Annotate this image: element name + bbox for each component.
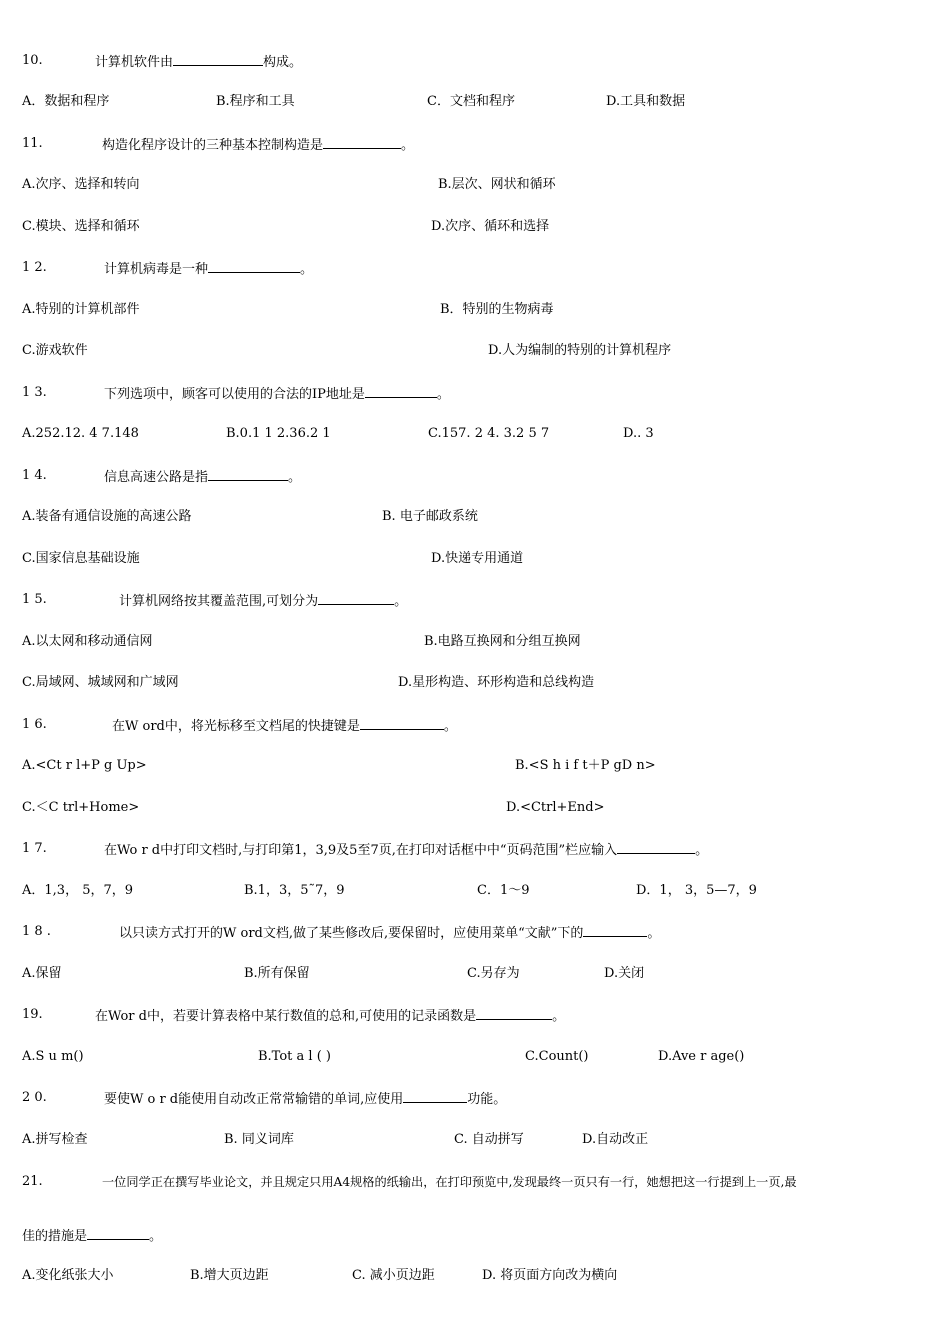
answer-blank — [617, 840, 695, 854]
question-18-stem — [119, 923, 660, 943]
stem-continuation: 佳的措施是 — [22, 1229, 88, 1244]
question-21-stem: 一位同学正在撰写毕业论文，并且规定只用A4规格的纸输出，在打印预览中,发现最终一页只有一行，她想把这一行提到上一页,最 — [102, 1175, 797, 1189]
answer-blank — [208, 259, 300, 273]
stem-after: 构成。 — [263, 55, 303, 70]
option-d: D.快递专用通道 — [431, 551, 524, 566]
option-c: C. 自动拼写 — [454, 1132, 524, 1147]
option-d: D．1， 3，5—7，9 — [636, 883, 757, 898]
stem-after: 。 — [401, 138, 415, 153]
stem-before: 在Wo r d中打印文档时,与打印第1，3,9及5至7页,在打印对话框中中“页码范围”栏应输入 — [104, 843, 618, 858]
question-10-stem — [95, 52, 302, 72]
answer-blank — [360, 716, 444, 730]
option-d: D.关闭 — [604, 966, 645, 981]
option-d: D. 将页面方向改为横向 — [482, 1268, 618, 1283]
question-14-stem — [104, 467, 301, 487]
option-c: C.局域网、城域网和广域网 — [22, 675, 179, 690]
answer-blank — [318, 591, 394, 605]
option-c: C.游戏软件 — [22, 343, 88, 358]
answer-blank — [476, 1006, 552, 1020]
stem-after: 。 — [436, 387, 450, 402]
option-d: D.Ave r age() — [658, 1049, 745, 1064]
option-c: C.模块、选择和循环 — [22, 219, 140, 234]
answer-blank — [403, 1089, 467, 1103]
option-d: D.自动改正 — [582, 1132, 649, 1147]
option-b: B.1，3，5˜7，9 — [244, 883, 345, 898]
stem-after: 。 — [394, 594, 408, 609]
question-20-number: 2 0. — [22, 1090, 47, 1105]
stem-after: 。 — [288, 470, 302, 485]
option-b: B.层次、网状和循环 — [438, 177, 556, 192]
option-d: D.<Ctrl+End> — [506, 800, 605, 815]
option-b: B.增大页边距 — [190, 1268, 269, 1283]
option-b: B.<S h i f t＋P gD n> — [515, 758, 656, 773]
stem-after: 。 — [647, 926, 661, 941]
stem-before: 在W ord中，将光标移至文档尾的快捷键是 — [112, 719, 360, 734]
stem-before: 要使W o r d能使用自动改正常常输错的单词,应使用 — [104, 1092, 404, 1107]
stem-after: 功能。 — [467, 1092, 507, 1107]
option-b: B.电路互换网和分组互换网 — [424, 634, 581, 649]
option-d: D.星形构造、环形构造和总线构造 — [398, 675, 595, 690]
question-17-number: 1 7. — [22, 841, 47, 856]
answer-blank — [583, 923, 647, 937]
option-c: C.157. 2 4. 3.2 5 7 — [428, 426, 550, 441]
stem-before: 计算机软件由 — [95, 55, 174, 70]
stem-before: 在Wor d中，若要计算表格中某行数值的总和,可使用的记录函数是 — [95, 1009, 477, 1024]
stem-before: 信息高速公路是指 — [104, 470, 209, 485]
stem-after: 。 — [300, 262, 314, 277]
option-b: B.所有保留 — [244, 966, 310, 981]
option-c: C.另存为 — [467, 966, 520, 981]
question-11-number: 11. — [22, 136, 43, 151]
option-b: B. 电子邮政系统 — [382, 509, 478, 524]
question-19-number: 19. — [22, 1007, 43, 1022]
option-d: D.次序、循环和选择 — [431, 219, 550, 234]
option-a: A.保留 — [22, 966, 62, 981]
question-11-stem — [102, 135, 414, 155]
question-17-stem — [104, 840, 708, 860]
stem-after: 。 — [443, 719, 457, 734]
question-12-number: 1 2. — [22, 260, 47, 275]
question-14-number: 1 4. — [22, 468, 47, 483]
option-a: A.以太网和移动通信网 — [22, 634, 153, 649]
question-21-stem-continued — [22, 1226, 162, 1246]
option-c: C．1～9 — [477, 883, 530, 898]
option-c: C．文档和程序 — [427, 94, 515, 109]
option-d: D.. 3 — [623, 426, 654, 441]
stem-before: 下列选项中，顾客可以使用的合法的IP地址是 — [104, 387, 365, 402]
question-10-number: 10. — [22, 53, 43, 68]
option-a: A.<Ct r l+P g Up> — [22, 758, 147, 773]
question-19-stem — [95, 1006, 565, 1026]
option-a: A.特别的计算机部件 — [22, 302, 140, 317]
question-20-stem — [104, 1089, 506, 1109]
question-16-number: 1 6. — [22, 717, 47, 732]
stem-after: 。 — [695, 843, 709, 858]
option-b: B. 同义词库 — [224, 1132, 294, 1147]
option-c: C.国家信息基础设施 — [22, 551, 140, 566]
option-c: C.Count() — [525, 1049, 589, 1064]
question-15-number: 1 5. — [22, 592, 47, 607]
option-a: A.次序、选择和转向 — [22, 177, 140, 192]
stem-before: 计算机病毒是一种 — [104, 262, 209, 277]
option-a: A.变化纸张大小 — [22, 1268, 114, 1283]
stem-after: 。 — [552, 1009, 566, 1024]
option-b: B.Tot a l ( ) — [258, 1049, 331, 1064]
answer-blank — [173, 52, 263, 66]
question-13-stem — [104, 384, 450, 404]
answer-blank — [323, 135, 401, 149]
answer-blank — [365, 384, 437, 398]
option-a: A．1,3， 5，7，9 — [22, 883, 134, 898]
question-12-stem — [104, 259, 313, 279]
option-a: A.252.12. 4 7.148 — [22, 426, 139, 441]
option-a: A.装备有通信设施的高速公路 — [22, 509, 192, 524]
answer-blank — [208, 467, 288, 481]
option-c: C. 减小页边距 — [352, 1268, 435, 1283]
stem-before: 构造化程序设计的三种基本控制构造是 — [102, 138, 324, 153]
option-d: D.人为编制的特别的计算机程序 — [488, 343, 672, 358]
answer-blank — [87, 1226, 149, 1240]
option-d: D.工具和数据 — [606, 94, 686, 109]
stem-before: 以只读方式打开的W ord文档,做了某些修改后,要保留时，应使用菜单“文献”下的 — [119, 926, 584, 941]
question-18-number: 1 8 . — [22, 924, 51, 939]
question-15-stem — [119, 591, 407, 611]
question-13-number: 1 3. — [22, 385, 47, 400]
option-a: A．数据和程序 — [22, 94, 110, 109]
stem-before: 计算机网络按其覆盖范围,可划分为 — [119, 594, 319, 609]
option-b: B．特别的生物病毒 — [440, 302, 554, 317]
option-c: C.＜C trl+Home> — [22, 800, 140, 815]
option-b: B.程序和工具 — [216, 94, 295, 109]
option-a: A.拼写检查 — [22, 1132, 88, 1147]
option-a: A.S u m() — [22, 1049, 84, 1064]
question-16-stem — [112, 716, 457, 736]
stem-after: 。 — [149, 1229, 163, 1244]
question-21-number: 21. — [22, 1174, 43, 1189]
option-b: B.0.1 1 2.36.2 1 — [226, 426, 331, 441]
